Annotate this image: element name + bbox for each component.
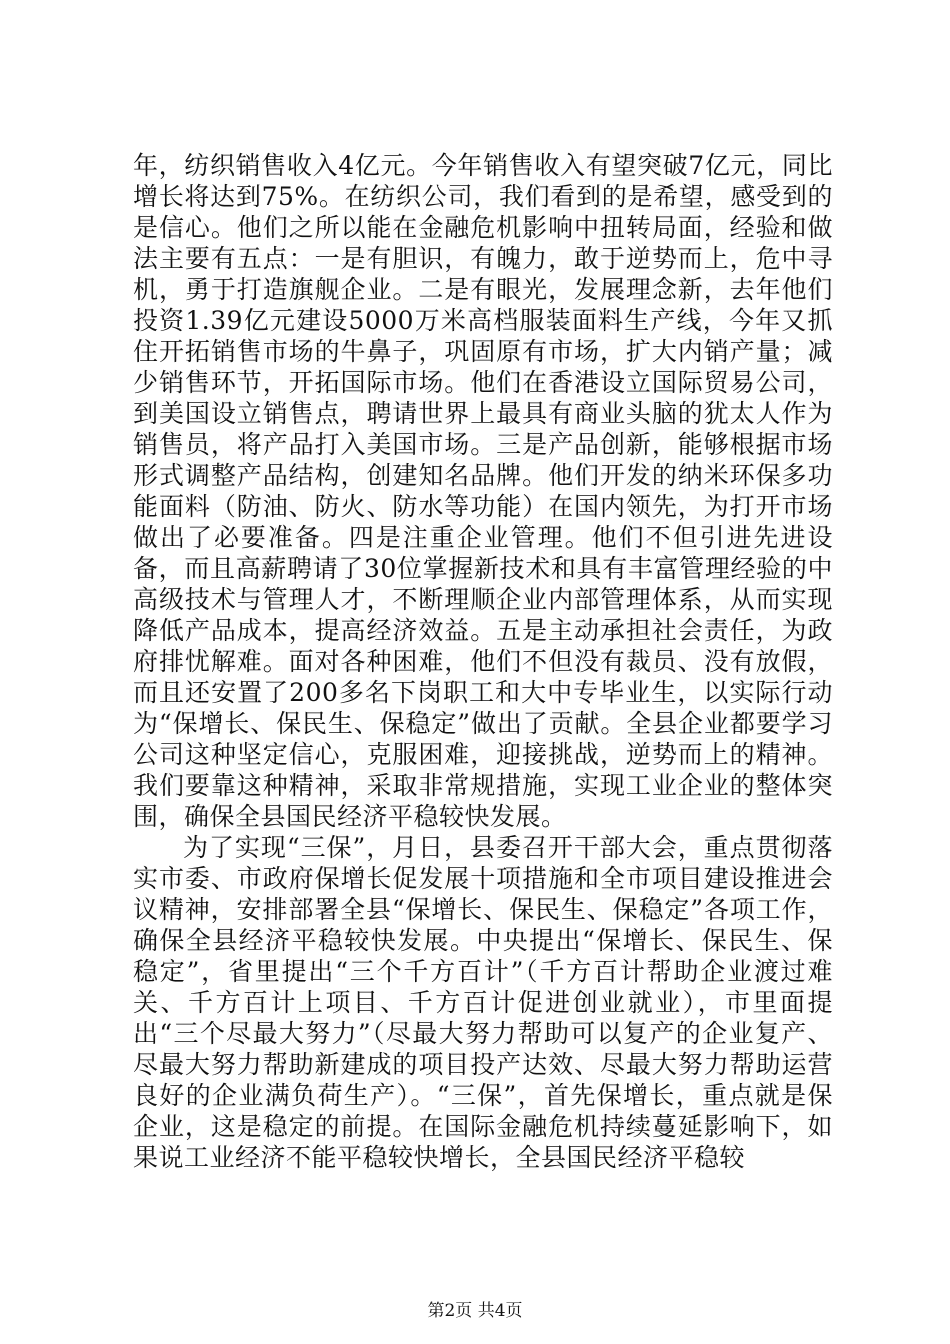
document-body — [133, 150, 833, 1173]
paragraph-1: 年，纺织销售收入4亿元。今年销售收入有望突破7亿元，同比增长将达到75%。在纺织公司，我们看到的是希望，感受到的是信心。他们之所以能在金融危机影响中扭转局面，经验和做法主要有五点：一是有胆识，有魄力，敢于逆势而上，危中寻机，勇于打造旗舰企业。二是有眼光，发展理念新，去年他们投资1.39亿元建设5000万米高档服装面料生产线，今年又抓住开拓销售市场的牛鼻子，巩固原有市场，扩大内销产量；减少销售环节，开拓国际市场。他们在香港设立国际贸易公司，到美国设立销售点，聘请世界上最具有商业头脑的犹太人作为销售员，将产品打入美国市场。三是产品创新，能够根据市场形式调整产品结构，创建知名品牌。他们开发的纳米环保多功能面料（防油、防火、防水等功能）在国内领先，为打开市场做出了必要准备。四是注重企业管理。他们不但引进先进设备，而且高薪聘请了30位掌握新技术和具有丰富管理经验的中高级技术与管理人才，不断理顺企业内部管理体系，从而实现降低产品成本，提高经济效益。五是主动承担社会责任，为政府排忧解难。面对各种困难，他们不但没有裁员、没有放假，而且还安置了200多名下岗职工和大中专毕业生，以实际行动为“保增长、保民生、保稳定”做出了贡献。全县企业都要学习公司这种坚定信心，克服困难，迎接挑战，逆势而上的精神。我们要靠这种精神，采取非常规措施，实现工业企业的整体突围，确保全县国民经济平稳较快发展。 — [133, 151, 833, 831]
page-footer: 第2页 共4页 — [427, 1301, 523, 1321]
paragraph-2: 为了实现“三保”，月日，县委召开干部大会，重点贯彻落实市委、市政府保增长促发展十项措施和全市项目建设推进会议精神，安排部署全县“保增长、保民生、保稳定”各项工作，确保全县经济平稳较快发展。中央提出“保增长、保民生、保稳定”，省里提出“三个千方百计”（千方百计帮助企业渡过难关、千方百计上项目、千方百计促进创业就业），市里面提出“三个尽最大努力”（尽最大努力帮助可以复产的企业复产、尽最大努力帮助新建成的项目投产达效、尽最大努力帮助运营良好的企业满负荷生产）。“三保”，首先保增长，重点就是保企业，这是稳定的前提。在国际金融危机持续蔓延影响下，如果说工业经济不能平稳较快增长，全县国民经济平稳较 — [133, 833, 833, 1172]
